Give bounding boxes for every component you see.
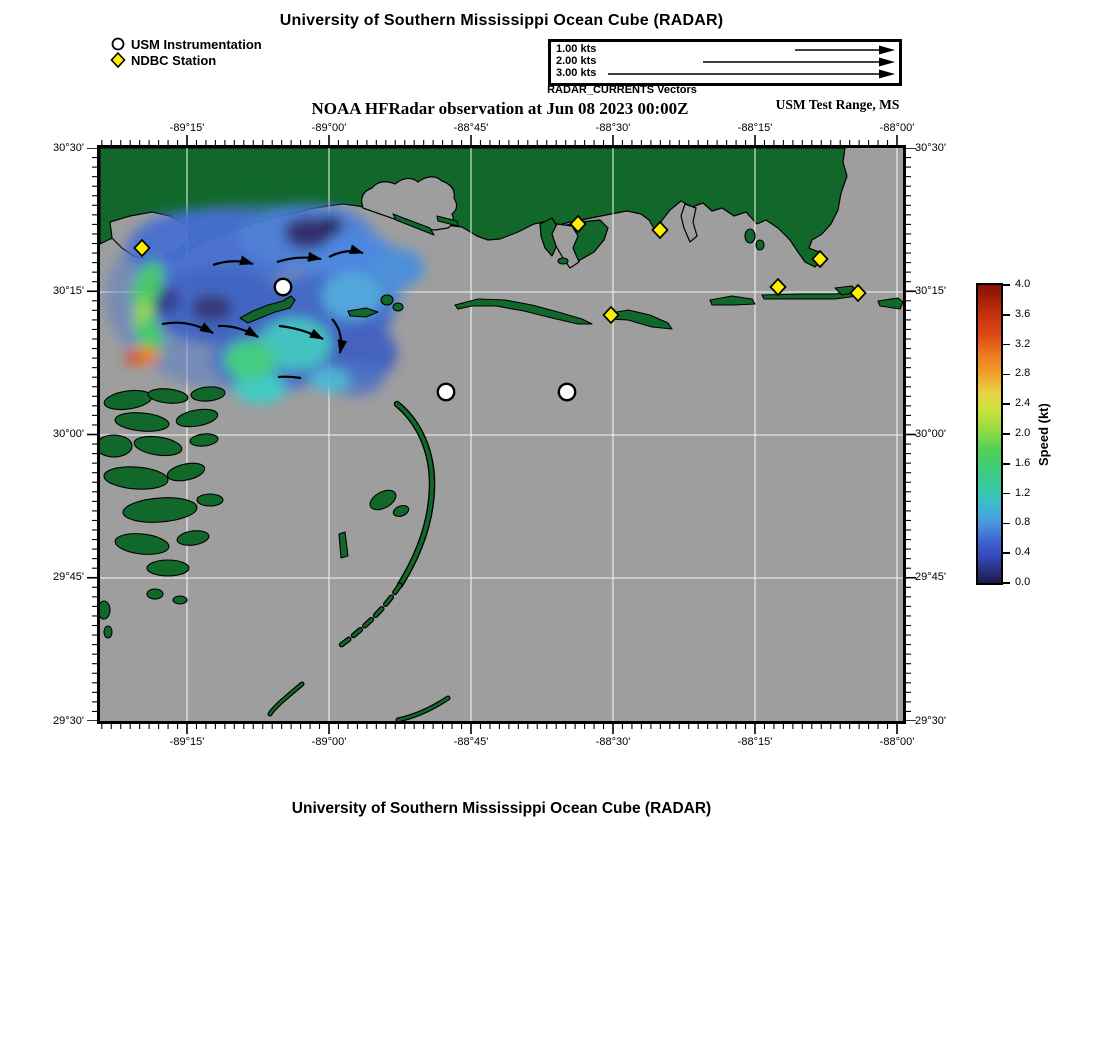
x-axis-label-bottom: -89°00'	[311, 736, 347, 748]
legend-item-usm	[110, 36, 262, 52]
page-title: University of Southern Mississippi Ocean Cube (RADAR)	[279, 12, 724, 29]
y-axis-label-left: 29°30'	[53, 714, 84, 727]
colorbar-axis-label: Speed (kt)	[1036, 403, 1051, 466]
speed-field-cell	[224, 340, 276, 380]
vector-scale-2kt: 2.00 kts	[556, 55, 597, 67]
colorbar-tick	[1001, 552, 1010, 554]
vector-scale-box	[548, 39, 902, 86]
x-axis-label-bottom: -88°00'	[879, 736, 915, 748]
marker-legend	[110, 36, 262, 68]
colorbar-tick-label: 0.4	[1015, 546, 1031, 559]
colorbar-tick	[1001, 284, 1010, 286]
colorbar-gradient	[978, 285, 1001, 583]
y-axis-label-left: 29°45'	[53, 571, 84, 584]
legend-label-ndbc: NDBC Station	[131, 52, 217, 68]
vector-scale-caption: RADAR_CURRENTS Vectors	[547, 84, 697, 96]
x-axis-ticks-top	[100, 134, 903, 145]
map-plot-area	[97, 145, 906, 724]
observation-subtitle: NOAA HFRadar observation at Jun 08 2023 00:00Z	[311, 99, 689, 118]
vector-scale-arrows	[551, 42, 899, 83]
colorbar-tick	[1001, 493, 1010, 495]
colorbar-tick	[1001, 344, 1010, 346]
usm-instrumentation-marker	[438, 384, 454, 400]
diamond-marker-icon	[110, 52, 127, 68]
legend-item-ndbc	[110, 52, 262, 68]
colorbar-tick-label: 0.0	[1015, 576, 1031, 588]
speed-field-cell	[372, 248, 424, 288]
colorbar	[976, 283, 1003, 585]
y-axis-label-right: 29°30'	[915, 714, 946, 727]
x-axis-label-bottom: -88°15'	[737, 736, 773, 748]
y-axis-ticks-left	[86, 148, 97, 721]
colorbar-tick-label: 3.6	[1015, 307, 1031, 320]
colorbar-tick-label: 2.0	[1015, 427, 1031, 439]
usm-instrumentation-marker	[559, 384, 575, 400]
y-axis-label-right: 30°30'	[915, 141, 946, 154]
circle-marker-icon	[110, 36, 127, 52]
colorbar-tick-label: 0.8	[1015, 516, 1031, 529]
x-axis-label-top: -88°30'	[595, 122, 631, 134]
colorbar-tick-label: 2.4	[1015, 397, 1031, 410]
y-axis-label-right: 29°45'	[915, 571, 946, 584]
y-axis-label-left: 30°00'	[53, 428, 84, 440]
colorbar-tick	[1001, 314, 1010, 316]
y-axis-label-left: 30°15'	[53, 284, 84, 297]
x-axis-label-top: -89°00'	[311, 122, 347, 134]
speed-field-cell	[125, 352, 141, 364]
colorbar-tick-label: 1.6	[1015, 456, 1031, 469]
x-axis-label-top: -89°15'	[169, 122, 205, 134]
y-axis-label-left: 30°30'	[53, 141, 84, 154]
y-axis-label-right: 30°00'	[915, 428, 946, 440]
colorbar-tick	[1001, 374, 1010, 376]
colorbar-tick	[1001, 403, 1010, 405]
x-axis-label-top: -88°45'	[453, 122, 489, 134]
colorbar-tick	[1001, 582, 1010, 584]
map-canvas	[100, 148, 903, 721]
colorbar-tick-label: 3.2	[1015, 337, 1031, 350]
vector-scale-3kt: 3.00 kts	[556, 67, 597, 79]
colorbar-tick-label: 4.0	[1015, 278, 1031, 290]
legend-label-usm: USM Instrumentation	[131, 36, 262, 52]
x-axis-label-bottom: -89°15'	[169, 736, 205, 748]
speed-field-cell	[192, 295, 232, 321]
speed-field-cell	[317, 216, 343, 236]
colorbar-tick	[1001, 433, 1010, 435]
colorbar-tick-label: 1.2	[1015, 486, 1031, 499]
usm-instrumentation-marker	[275, 279, 291, 295]
x-axis-label-top: -88°00'	[879, 122, 915, 134]
vector-scale-1kt: 1.00 kts	[556, 43, 597, 55]
footer-title: University of Southern Mississippi Ocean Cube (RADAR)	[291, 800, 712, 817]
current-vector-arrow	[278, 377, 301, 378]
x-axis-label-top: -88°15'	[737, 122, 773, 134]
range-label: USM Test Range, MS	[775, 97, 900, 112]
x-axis-label-bottom: -88°30'	[595, 736, 631, 748]
y-axis-label-right: 30°15'	[915, 284, 946, 297]
colorbar-tick	[1001, 463, 1010, 465]
colorbar-tick-label: 2.8	[1015, 367, 1031, 380]
speed-field-cell	[310, 368, 350, 392]
x-axis-label-bottom: -88°45'	[453, 736, 489, 748]
colorbar-tick	[1001, 523, 1010, 525]
